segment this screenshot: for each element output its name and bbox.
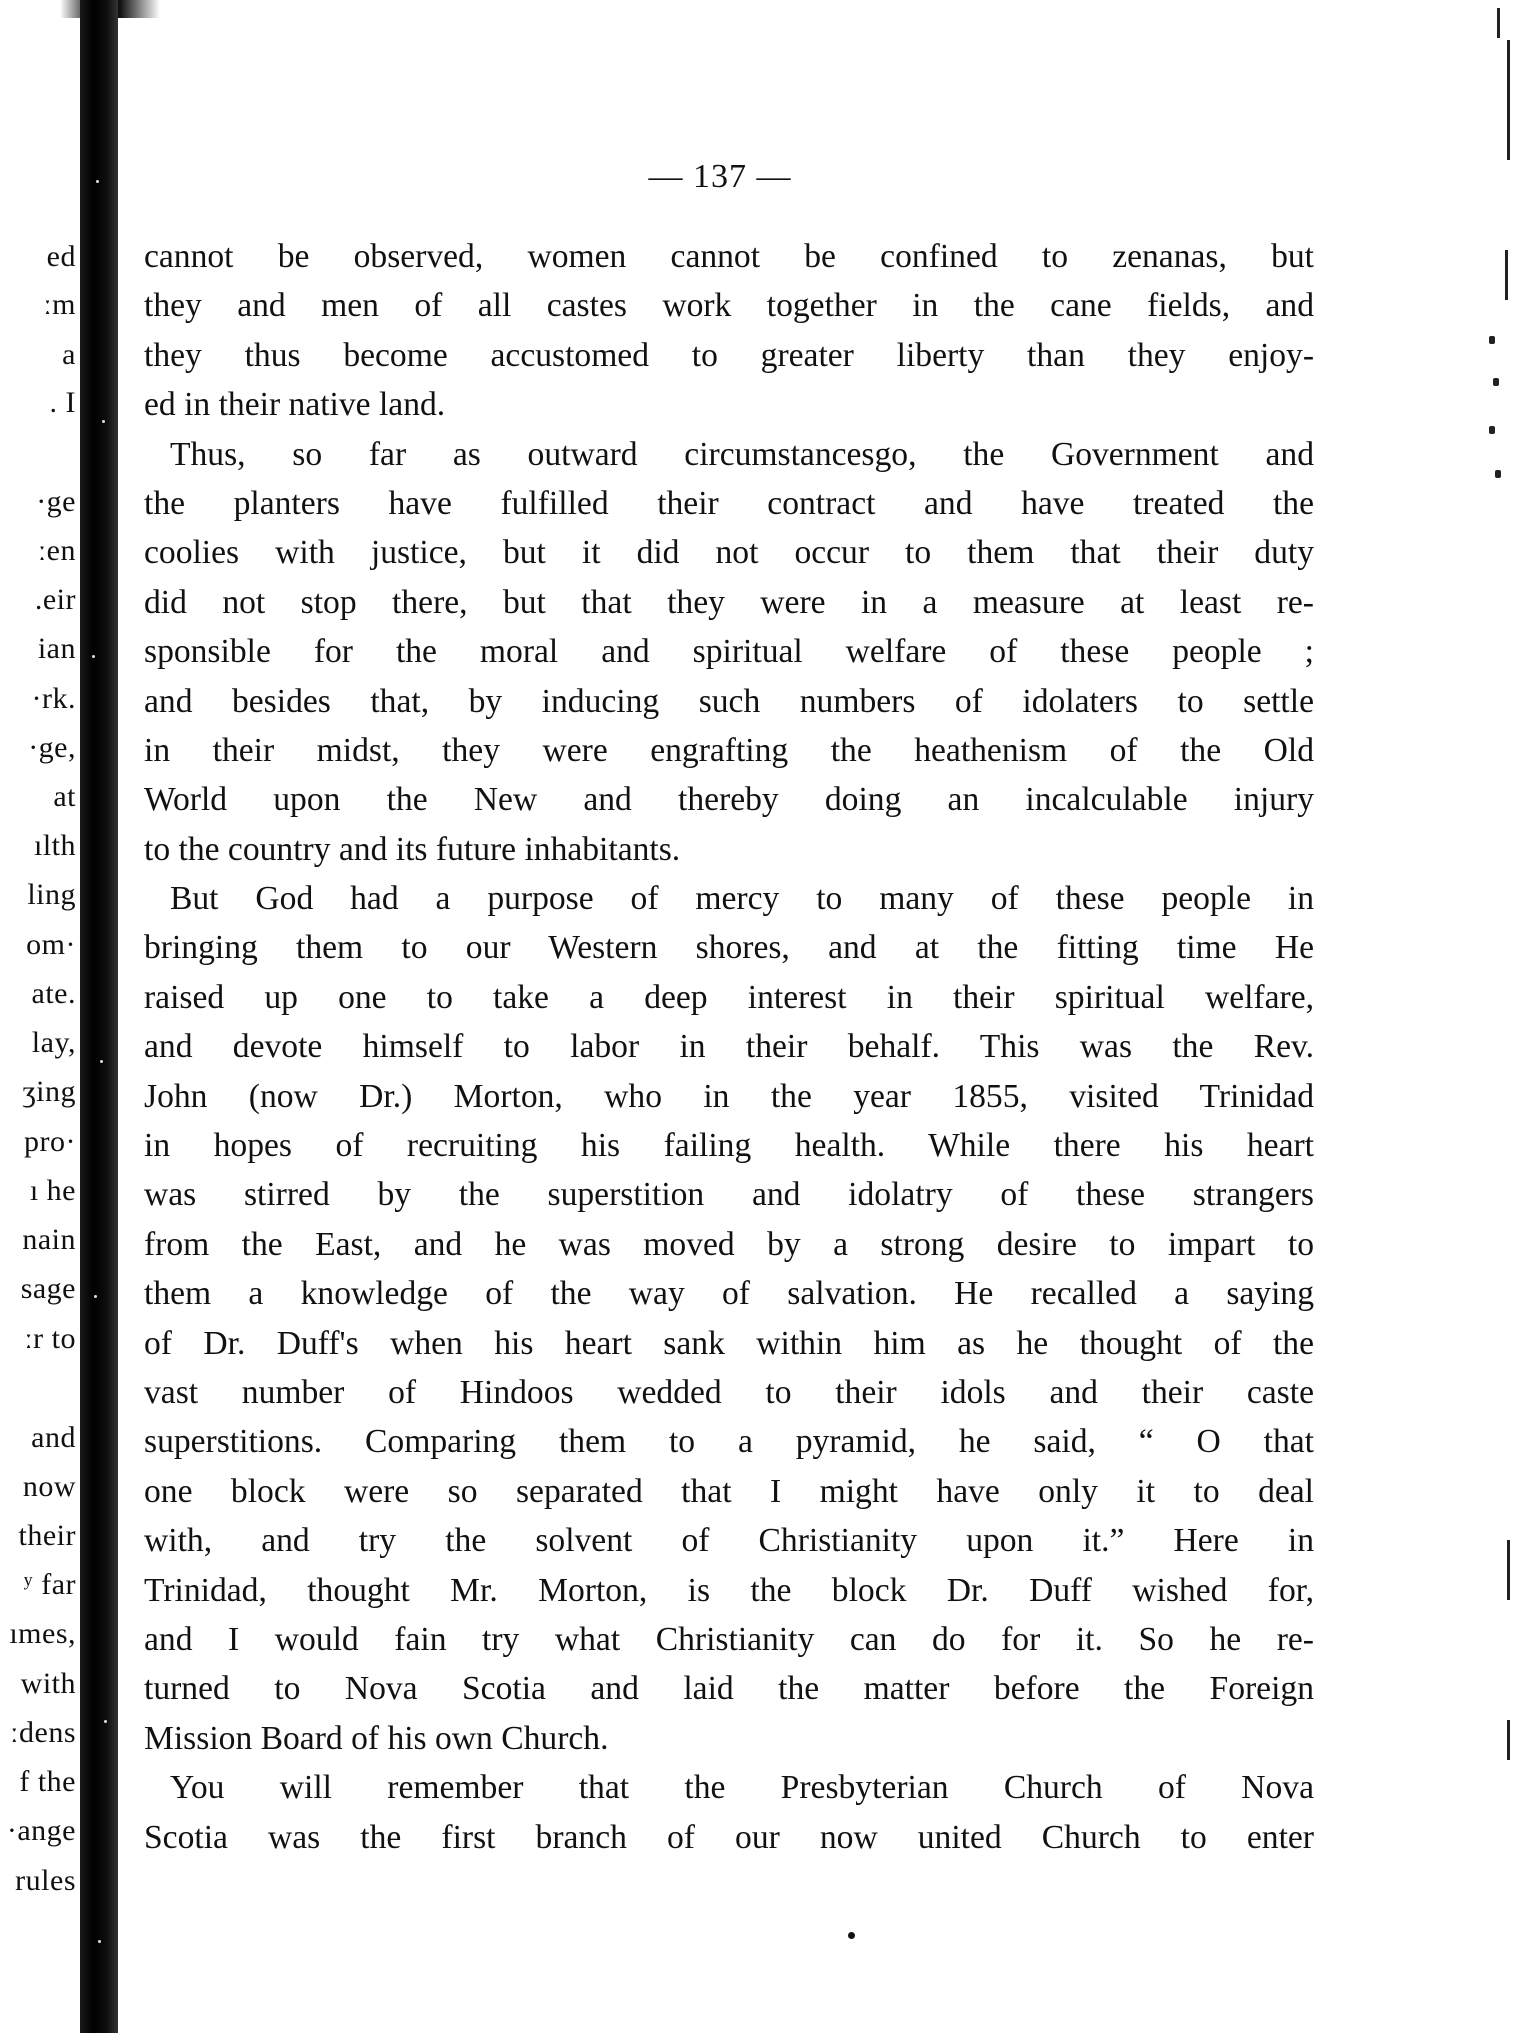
gutter-speck — [96, 180, 99, 183]
paragraph — [144, 430, 1314, 875]
fragment-text: lay, — [31, 1026, 76, 1059]
fragment-text: sage — [20, 1272, 76, 1305]
text-line: with, and try the solvent of Christianity upon it.” Here in — [144, 1522, 1314, 1560]
fragment-text: f the — [19, 1765, 76, 1798]
fragment-text: om· — [26, 928, 76, 961]
text-line: they thus become accustomed to greater liberty than they enjoy- — [144, 336, 1314, 374]
fragment-text: and — [31, 1421, 76, 1454]
text-line: from the East, and he was moved by a strong desire to impart to — [144, 1225, 1314, 1263]
right-edge-marks — [1483, 0, 1513, 2033]
text-line: in hopes of recruiting his failing health. While there his heart — [144, 1127, 1314, 1165]
fragment-text: ate. — [31, 977, 76, 1010]
text-line: them a knowledge of the way of salvation. He recalled a saying — [144, 1275, 1314, 1313]
fragment-text: ʸ far — [23, 1568, 76, 1601]
text-line: bringing them to our Western shores, and at the fitting time He — [144, 929, 1314, 967]
text-line: raised up one to take a deep interest in their spiritual welfare, — [144, 978, 1314, 1016]
text-line: Thus, so far as outward circumstancesgo, the Government and — [170, 435, 1314, 473]
fragment-text: with — [20, 1667, 76, 1700]
facing-page-fragments — [0, 0, 80, 2033]
text-line: Trinidad, thought Mr. Morton, is the block Dr. Duff wished for, — [144, 1571, 1314, 1609]
fragment-text: at — [53, 780, 76, 813]
fragment-text: ·rk. — [31, 682, 76, 715]
fragment-text: ːm — [43, 288, 76, 321]
fragment-text: ian — [37, 632, 76, 665]
text-line: coolies with justice, but it did not occur to them that their duty — [144, 534, 1314, 572]
text-line: Mission Board of his own Church. — [144, 1719, 609, 1757]
fragment-text: now — [22, 1470, 76, 1503]
fragment-text: ling — [27, 878, 76, 911]
text-line: was stirred by the superstition and idolatry of these strangers — [144, 1176, 1314, 1214]
stray-ink-dot — [848, 1932, 855, 1939]
edge-mark — [1497, 8, 1500, 38]
fragment-text: ·ge, — [28, 731, 76, 764]
text-line: Scotia was the first branch of our now united Church to enter — [144, 1818, 1314, 1856]
fragment-text: ·ange — [6, 1814, 76, 1847]
text-line: John (now Dr.) Morton, who in the year 1855, visited Trinidad — [144, 1077, 1314, 1115]
text-line: one block were so separated that I might have only it to deal — [144, 1472, 1314, 1510]
text-line: in their midst, they were engrafting the heathenism of the Old — [144, 731, 1314, 769]
gutter-speck — [94, 1295, 97, 1298]
text-line: and besides that, by inducing such numbers of idolaters to settle — [144, 682, 1314, 720]
gutter-speck — [98, 1940, 101, 1943]
fragment-text: ı he — [29, 1174, 76, 1207]
edge-mark — [1507, 1720, 1510, 1760]
gutter-speck — [92, 655, 95, 658]
edge-mark — [1495, 470, 1501, 478]
fragment-text: .eir — [34, 583, 76, 616]
binding-gutter — [80, 0, 118, 2033]
fragment-text: rules — [15, 1864, 76, 1897]
text-line: ed in their native land. — [144, 386, 446, 424]
fragment-text: nain — [22, 1223, 76, 1256]
text-line: and I would fain try what Christianity can do for it. So he re- — [144, 1620, 1314, 1658]
edge-mark — [1505, 250, 1508, 300]
page-number: — 137 — — [648, 158, 792, 195]
text-line: and devote himself to labor in their behalf. This was the Rev. — [144, 1028, 1314, 1066]
fragment-text: ımes, — [9, 1617, 76, 1650]
text-line: But God had a purpose of mercy to many of these people in — [170, 880, 1314, 918]
fragment-text: ʒing — [22, 1075, 76, 1108]
edge-mark — [1489, 426, 1495, 434]
fragment-text: ılth — [33, 829, 76, 862]
body-text — [144, 232, 1314, 1862]
text-line: World upon the New and thereby doing an incalculable injury — [144, 781, 1314, 819]
text-line: sponsible for the moral and spiritual welfare of these people ; — [144, 633, 1314, 671]
text-line: to the country and its future inhabitants. — [144, 830, 681, 868]
fragment-text: a — [62, 338, 76, 371]
paragraph — [144, 232, 1314, 430]
fragment-text: ːen — [37, 534, 76, 567]
gutter-speck — [100, 1060, 103, 1063]
edge-mark — [1507, 1540, 1510, 1600]
text-line: You will remember that the Presbyterian Church of Nova — [170, 1769, 1314, 1807]
text-line: superstitions. Comparing them to a pyramid, he said, “ O that — [144, 1423, 1314, 1461]
edge-mark — [1489, 336, 1495, 344]
text-line: of Dr. Duff's when his heart sank within him as he thought of the — [144, 1324, 1314, 1362]
text-line: vast number of Hindoos wedded to their idols and their caste — [144, 1373, 1314, 1411]
text-line: turned to Nova Scotia and laid the matter before the Foreign — [144, 1670, 1314, 1708]
fragment-text: their — [18, 1519, 76, 1552]
fragment-text: pro· — [24, 1125, 76, 1158]
gutter-speck — [102, 420, 105, 423]
paragraph — [144, 874, 1314, 1763]
text-line: the planters have fulfilled their contract and have treated the — [144, 484, 1314, 522]
fragment-text: ːdens — [10, 1716, 76, 1749]
fragment-text: ·ge — [36, 485, 76, 518]
fragment-text: ːr to — [24, 1322, 76, 1355]
fragment-text: ed — [46, 240, 76, 273]
text-line: they and men of all castes work together in the cane fields, and — [144, 287, 1314, 325]
text-line: cannot be observed, women cannot be confined to zenanas, but — [144, 238, 1314, 275]
edge-mark — [1507, 40, 1510, 160]
paragraph — [144, 1763, 1314, 1862]
fragment-text: . I — [49, 386, 76, 419]
gutter-speck — [104, 1720, 107, 1723]
edge-mark — [1493, 378, 1499, 386]
text-line: did not stop there, but that they were in a measure at least re- — [144, 583, 1314, 621]
